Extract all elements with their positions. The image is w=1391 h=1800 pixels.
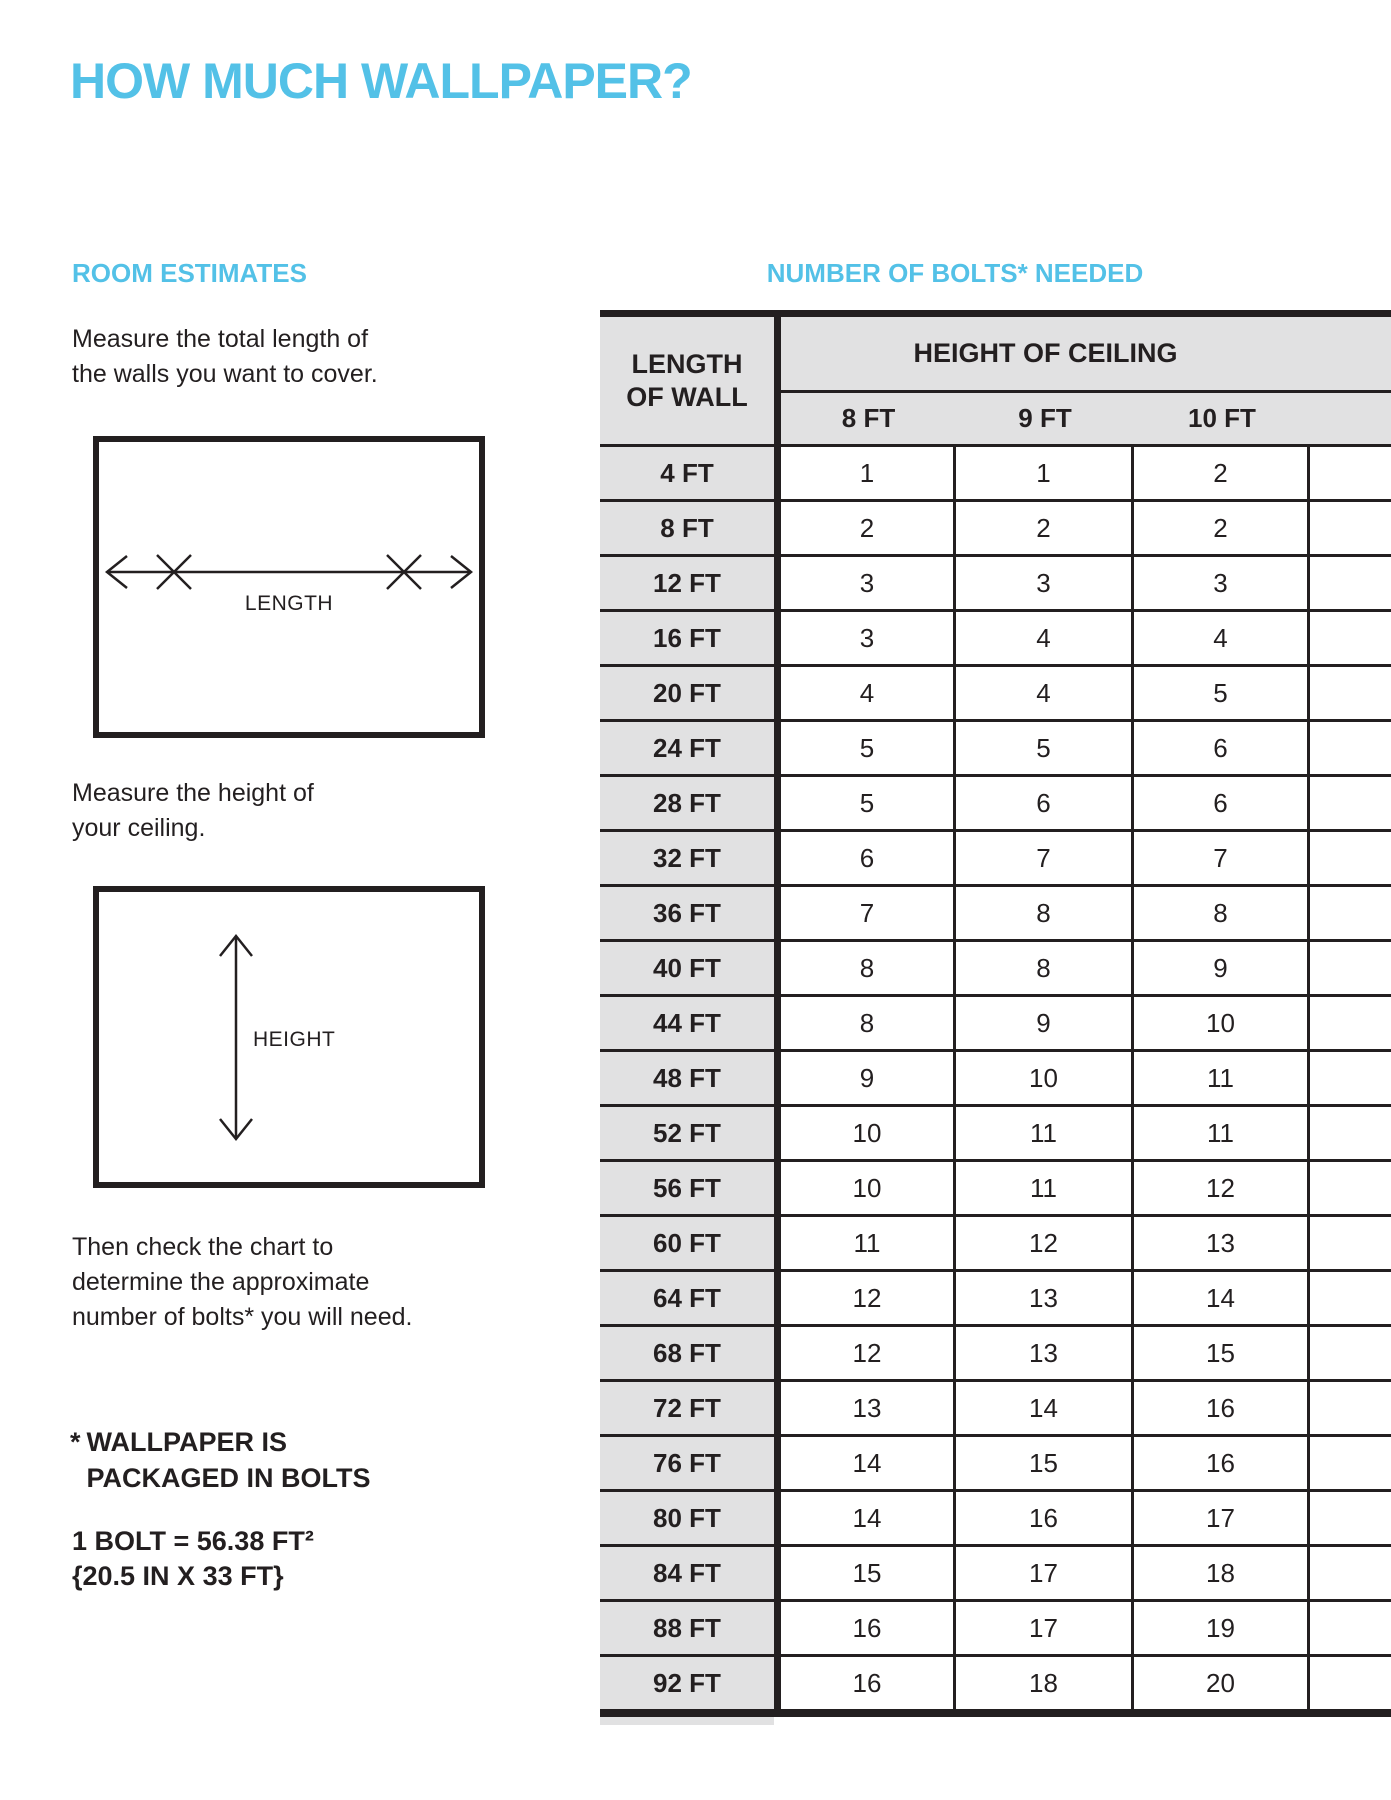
bolts-value-cell: 15 (781, 1547, 956, 1599)
bolts-value-cell: 5 (956, 722, 1134, 774)
bolts-value-cell: 3 (781, 612, 956, 664)
row-filler (1310, 942, 1391, 994)
bolts-value-cell: 12 (781, 1327, 956, 1379)
subheader-filler (1310, 393, 1391, 444)
bolts-value-cell: 5 (1134, 667, 1310, 719)
table-row (600, 502, 1391, 557)
row-filler (1310, 1602, 1391, 1654)
wall-length-cell: 68 FT (600, 1327, 774, 1379)
bolts-value-cell: 1 (781, 447, 956, 499)
row-filler (1310, 1437, 1391, 1489)
bolts-value-cell: 11 (1134, 1052, 1310, 1104)
table-row (600, 612, 1391, 667)
room-height-diagram (93, 886, 485, 1188)
header-line: LENGTH (631, 348, 743, 379)
bolts-value-cell: 13 (956, 1327, 1134, 1379)
bolts-table-body (600, 447, 1391, 1712)
bolts-value-cell: 10 (781, 1107, 956, 1159)
bolts-value-cell: 2 (781, 502, 956, 554)
table-row (600, 1162, 1391, 1217)
bolts-value-cell: 13 (781, 1382, 956, 1434)
bolts-value-cell: 17 (956, 1602, 1134, 1654)
asterisk: * (70, 1427, 81, 1457)
row-filler (1310, 447, 1391, 499)
height-of-ceiling-header (781, 317, 1391, 393)
bolts-value-cell: 18 (956, 1657, 1134, 1709)
wall-length-cell: 80 FT (600, 1492, 774, 1544)
footnote-line: WALLPAPER IS (86, 1427, 288, 1457)
table-row (600, 1547, 1391, 1602)
table-row (600, 447, 1391, 502)
bolts-value-cell: 16 (781, 1657, 956, 1709)
wall-length-cell: 88 FT (600, 1602, 774, 1654)
row-filler (1310, 1052, 1391, 1104)
bolts-value-cell: 15 (956, 1437, 1134, 1489)
bolts-value-cell: 18 (1134, 1547, 1310, 1599)
bolts-value-cell: 12 (1134, 1162, 1310, 1214)
wall-length-cell: 4 FT (600, 447, 774, 499)
row-filler (1310, 887, 1391, 939)
table-row (600, 1107, 1391, 1162)
bolts-value-cell: 16 (1134, 1437, 1310, 1489)
wall-length-cell: 72 FT (600, 1382, 774, 1434)
bolts-value-cell: 9 (1134, 942, 1310, 994)
row-filler (1310, 722, 1391, 774)
wall-length-cell: 28 FT (600, 777, 774, 829)
bolts-value-cell: 14 (781, 1437, 956, 1489)
row-filler (1310, 1272, 1391, 1324)
bolts-value-cell: 16 (956, 1492, 1134, 1544)
bolts-value-cell: 14 (781, 1492, 956, 1544)
bolts-value-cell: 16 (781, 1602, 956, 1654)
paragraph-line: your ceiling. (72, 814, 206, 842)
measure-height-paragraph (72, 776, 314, 846)
bolts-value-cell: 8 (1134, 887, 1310, 939)
row-filler (1310, 832, 1391, 884)
row-filler (1310, 502, 1391, 554)
subheader-9ft: 9 FT (1018, 403, 1072, 433)
paragraph-line: the walls you want to cover. (72, 360, 378, 388)
wall-length-cell: 56 FT (600, 1162, 774, 1214)
room-length-diagram (93, 436, 485, 738)
ceiling-label: CEILING (239, 450, 339, 475)
row-filler (1310, 1107, 1391, 1159)
bolts-value-cell: 14 (1134, 1272, 1310, 1324)
table-row (600, 832, 1391, 887)
bolts-value-cell: 1 (956, 447, 1134, 499)
bolts-value-cell: 11 (1134, 1107, 1310, 1159)
wall-length-cell: 48 FT (600, 1052, 774, 1104)
table-thick-divider (774, 310, 781, 1712)
wall-length-cell: 76 FT (600, 1437, 774, 1489)
bolts-value-cell: 4 (956, 667, 1134, 719)
wallpaper-footnote (70, 1424, 371, 1496)
wall-length-cell: 60 FT (600, 1217, 774, 1269)
paragraph-line: number of bolts* you will need. (72, 1303, 413, 1331)
table-row (600, 667, 1391, 722)
header-text: HEIGHT OF CEILING (913, 338, 1178, 368)
bolts-value-cell: 6 (1134, 777, 1310, 829)
subheader-10ft: 10 FT (1188, 403, 1256, 433)
row-filler (1310, 1382, 1391, 1434)
bolts-value-cell: 10 (1134, 997, 1310, 1049)
bolts-value-cell: 10 (956, 1052, 1134, 1104)
row-filler (1310, 777, 1391, 829)
bolts-value-cell: 4 (956, 612, 1134, 664)
row-filler (1310, 1217, 1391, 1269)
table-row (600, 1602, 1391, 1657)
footnote-line: PACKAGED IN BOLTS (86, 1463, 371, 1493)
subheader-8ft: 8 FT (841, 403, 896, 433)
table-top-border (600, 310, 1391, 317)
bolts-value-cell: 2 (956, 502, 1134, 554)
bolts-value-cell: 7 (1134, 832, 1310, 884)
bolts-value-cell: 13 (1134, 1217, 1310, 1269)
height-label: HEIGHT (253, 1028, 336, 1051)
table-gray-tab (600, 1717, 774, 1725)
row-filler (1310, 1492, 1391, 1544)
bolts-value-cell: 17 (1134, 1492, 1310, 1544)
bolts-value-cell: 12 (781, 1272, 956, 1324)
page-title: HOW MUCH WALLPAPER? (70, 53, 692, 109)
paragraph-line: Then check the chart to (72, 1233, 334, 1261)
wall-length-cell: 40 FT (600, 942, 774, 994)
row-filler (1310, 1162, 1391, 1214)
row-filler (1310, 1327, 1391, 1379)
table-row (600, 1272, 1391, 1327)
bolts-value-cell: 15 (1134, 1327, 1310, 1379)
table-row (600, 1382, 1391, 1437)
table-row (600, 1437, 1391, 1492)
room-estimates-heading: ROOM ESTIMATES (72, 258, 307, 288)
paragraph-line: Measure the height of (72, 779, 314, 807)
bolts-value-cell: 6 (1134, 722, 1310, 774)
row-filler (1310, 612, 1391, 664)
wall-length-cell: 36 FT (600, 887, 774, 939)
table-row (600, 557, 1391, 612)
bolts-value-cell: 11 (781, 1217, 956, 1269)
ceiling-label: CEILING (239, 900, 339, 925)
table-row (600, 997, 1391, 1052)
bolts-value-cell: 8 (956, 887, 1134, 939)
row-filler (1310, 1657, 1391, 1709)
row-filler (1310, 997, 1391, 1049)
bolts-value-cell: 9 (956, 997, 1134, 1049)
bolt-size-info (72, 1524, 314, 1594)
wall-length-cell: 20 FT (600, 667, 774, 719)
diagram-border (96, 439, 482, 735)
bolts-value-cell: 7 (781, 887, 956, 939)
row-filler (1310, 557, 1391, 609)
wall-length-cell: 52 FT (600, 1107, 774, 1159)
footnote-text (87, 1424, 371, 1496)
wall-length-cell: 92 FT (600, 1657, 774, 1709)
row-filler (1310, 1547, 1391, 1599)
bolts-value-cell: 8 (781, 997, 956, 1049)
bolts-value-cell: 4 (1134, 612, 1310, 664)
wall-length-cell: 44 FT (600, 997, 774, 1049)
bolts-value-cell: 5 (781, 722, 956, 774)
table-row (600, 942, 1391, 997)
wall-length-cell: 32 FT (600, 832, 774, 884)
bolts-value-cell: 4 (781, 667, 956, 719)
bolts-value-cell: 11 (956, 1162, 1134, 1214)
table-row (600, 722, 1391, 777)
header-line: OF WALL (626, 381, 748, 412)
bolts-value-cell: 6 (781, 832, 956, 884)
bolt-dimensions: {20.5 IN X 33 FT} (72, 1561, 284, 1591)
table-row (600, 1052, 1391, 1107)
bolts-value-cell: 13 (956, 1272, 1134, 1324)
paragraph-line: Measure the total length of (72, 325, 369, 353)
bolts-value-cell: 8 (956, 942, 1134, 994)
wall-length-cell: 64 FT (600, 1272, 774, 1324)
bolts-value-cell: 20 (1134, 1657, 1310, 1709)
measure-length-paragraph (72, 322, 378, 392)
bolts-value-cell: 3 (956, 557, 1134, 609)
bolts-value-cell: 11 (956, 1107, 1134, 1159)
table-row (600, 1217, 1391, 1272)
bolts-value-cell: 2 (1134, 447, 1310, 499)
table-row (600, 1492, 1391, 1547)
wall-length-cell: 24 FT (600, 722, 774, 774)
bolt-equivalence: 1 BOLT = 56.38 FT² (72, 1526, 314, 1556)
bolts-value-cell: 2 (1134, 502, 1310, 554)
table-row (600, 777, 1391, 832)
bolts-value-cell: 19 (1134, 1602, 1310, 1654)
paragraph-line: determine the approximate (72, 1268, 370, 1296)
table-row (600, 1327, 1391, 1382)
bolts-value-cell: 12 (956, 1217, 1134, 1269)
bolts-needed-heading: NUMBER OF BOLTS* NEEDED (766, 258, 1144, 288)
bolts-value-cell: 14 (956, 1382, 1134, 1434)
ceiling-height-subheaders (781, 393, 1391, 447)
bolts-value-cell: 5 (781, 777, 956, 829)
bolts-value-cell: 8 (781, 942, 956, 994)
bolts-value-cell: 3 (1134, 557, 1310, 609)
check-chart-paragraph (72, 1230, 412, 1335)
table-row (600, 1657, 1391, 1712)
floor-label: FLOOR (247, 1150, 331, 1175)
wall-length-cell: 8 FT (600, 502, 774, 554)
wall-length-cell: 12 FT (600, 557, 774, 609)
bolts-value-cell: 9 (781, 1052, 956, 1104)
bolts-value-cell: 3 (781, 557, 956, 609)
floor-label: FLOOR (247, 700, 331, 725)
table-row (600, 887, 1391, 942)
wall-length-cell: 84 FT (600, 1547, 774, 1599)
length-of-wall-header (600, 317, 774, 447)
bolts-value-cell: 10 (781, 1162, 956, 1214)
wall-length-cell: 16 FT (600, 612, 774, 664)
bolts-value-cell: 16 (1134, 1382, 1310, 1434)
bolts-value-cell: 6 (956, 777, 1134, 829)
row-filler (1310, 667, 1391, 719)
bolts-value-cell: 17 (956, 1547, 1134, 1599)
bolts-value-cell: 7 (956, 832, 1134, 884)
length-label: LENGTH (244, 592, 334, 615)
